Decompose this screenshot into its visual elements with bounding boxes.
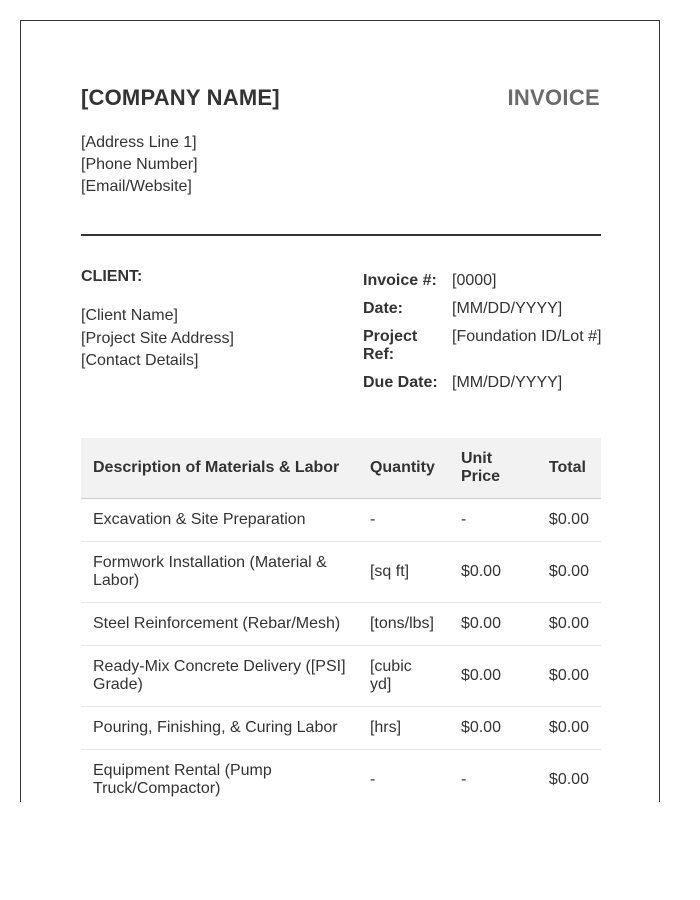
row-description: Ready-Mix Concrete Delivery ([PSI] Grade) bbox=[81, 646, 358, 707]
table-row bbox=[81, 646, 601, 707]
row-total: $0.00 bbox=[537, 542, 601, 603]
table-row bbox=[81, 750, 601, 803]
line-items-table bbox=[81, 438, 601, 802]
client-site-address: [Project Site Address] bbox=[81, 329, 234, 347]
due-date-label: Due Date: bbox=[363, 374, 438, 391]
invoice-number-label: Invoice #: bbox=[363, 272, 437, 289]
project-ref-label: Project Ref: bbox=[363, 328, 418, 363]
row-description: Equipment Rental (Pump Truck/Compactor) bbox=[81, 750, 358, 803]
due-date-value: [MM/DD/YYYY] bbox=[452, 374, 563, 391]
document-title: INVOICE bbox=[507, 85, 600, 110]
date-label: Date: bbox=[363, 300, 404, 317]
row-total: $0.00 bbox=[537, 707, 601, 750]
client-heading: CLIENT: bbox=[81, 268, 143, 285]
company-email-website: [Email/Website] bbox=[81, 178, 192, 195]
meta-row-project-ref bbox=[363, 328, 603, 364]
client-contact: [Contact Details] bbox=[81, 352, 199, 369]
row-quantity: [sq ft] bbox=[358, 542, 449, 603]
invoice-page bbox=[20, 20, 660, 802]
company-address: [Address Line 1] bbox=[81, 134, 197, 151]
row-quantity: - bbox=[358, 750, 449, 803]
header-unit-price: Unit Price bbox=[449, 438, 537, 499]
row-unit-price: $0.00 bbox=[449, 603, 537, 646]
row-total: $0.00 bbox=[537, 750, 601, 803]
row-unit-price: $0.00 bbox=[449, 707, 537, 750]
row-unit-price: - bbox=[449, 499, 537, 542]
row-quantity: - bbox=[358, 499, 449, 542]
table-row bbox=[81, 603, 601, 646]
row-total: $0.00 bbox=[537, 603, 601, 646]
row-unit-price: $0.00 bbox=[449, 646, 537, 707]
company-details bbox=[81, 132, 198, 198]
row-description: Pouring, Finishing, & Curing Labor bbox=[81, 707, 358, 750]
row-quantity: [cubic yd] bbox=[358, 646, 449, 707]
client-name: [Client Name] bbox=[81, 307, 178, 324]
row-description: Formwork Installation (Material & Labor) bbox=[81, 542, 358, 603]
invoice-meta bbox=[363, 272, 603, 402]
date-value: [MM/DD/YYYY] bbox=[452, 300, 563, 317]
meta-row-invoice-number bbox=[363, 272, 603, 290]
row-total: $0.00 bbox=[537, 499, 601, 542]
header-divider bbox=[81, 234, 601, 236]
table-row bbox=[81, 542, 601, 603]
row-description: Steel Reinforcement (Rebar/Mesh) bbox=[81, 603, 358, 646]
header-total: Total bbox=[537, 438, 601, 499]
header-quantity: Quantity bbox=[358, 438, 449, 499]
row-unit-price: $0.00 bbox=[449, 542, 537, 603]
invoice-number-value: [0000] bbox=[452, 272, 497, 289]
header-description: Description of Materials & Labor bbox=[81, 438, 358, 499]
company-phone: [Phone Number] bbox=[81, 156, 198, 173]
meta-row-date bbox=[363, 300, 603, 318]
table-row bbox=[81, 499, 601, 542]
company-name: [COMPANY NAME] bbox=[81, 85, 280, 110]
row-quantity: [tons/lbs] bbox=[358, 603, 449, 646]
client-details bbox=[81, 305, 234, 373]
table-row bbox=[81, 707, 601, 750]
project-ref-value: [Foundation ID/Lot #] bbox=[452, 328, 602, 345]
row-total: $0.00 bbox=[537, 646, 601, 707]
table-header-row bbox=[81, 438, 601, 499]
row-description: Excavation & Site Preparation bbox=[81, 499, 358, 542]
row-unit-price: - bbox=[449, 750, 537, 803]
row-quantity: [hrs] bbox=[358, 707, 449, 750]
meta-row-due-date bbox=[363, 374, 603, 392]
